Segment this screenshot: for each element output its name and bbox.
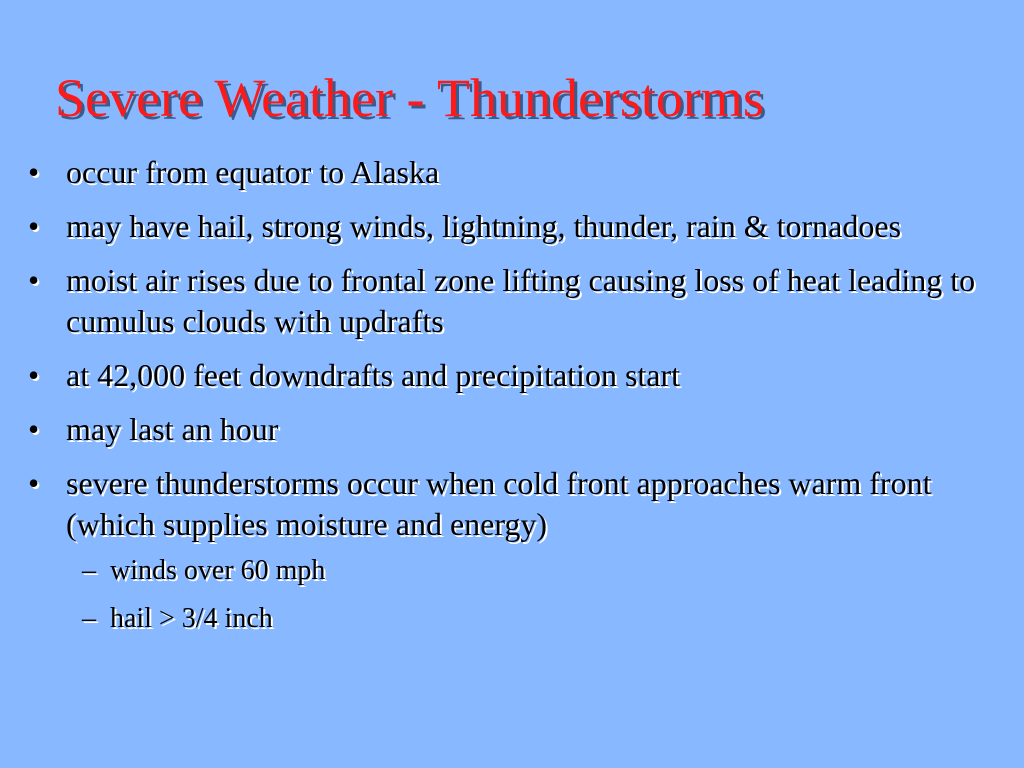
sub-bullet-text: winds over 60 mph [110,555,326,586]
bullet-list [28,152,978,650]
bullet-marker: • [28,208,40,244]
sub-bullet-item [66,553,978,589]
bullet-item [28,260,978,342]
bullet-text: may have hail, strong winds, lightning, thunder, rain & tornadoes [66,208,902,244]
bullet-text: moist air rises due to frontal zone lifting causing loss of heat leading to cumulus clouds with updrafts [66,262,976,339]
bullet-item [28,355,978,396]
slide-title: Severe Weather - Thunderstorms [55,68,764,128]
bullet-text: at 42,000 feet downdrafts and precipitation start [66,357,681,393]
bullet-marker: • [28,411,40,447]
sub-bullet-item [66,601,978,637]
bullet-item [28,409,978,450]
bullet-marker: • [28,465,40,501]
sub-bullet-marker: – [82,603,96,634]
bullet-text: severe thunderstorms occur when cold front approaches warm front (which supplies moisture and energy) [66,465,932,542]
bullet-marker: • [28,357,40,393]
sub-bullet-text: hail > 3/4 inch [110,603,273,634]
bullet-text: may last an hour [66,411,279,447]
bullet-item [28,463,978,637]
bullet-item [28,206,978,247]
sub-bullet-list [66,553,978,637]
bullet-marker: • [28,262,40,298]
sub-bullet-marker: – [82,555,96,586]
bullet-text: occur from equator to Alaska [66,154,440,190]
bullet-item [28,152,978,193]
bullet-marker: • [28,154,40,190]
